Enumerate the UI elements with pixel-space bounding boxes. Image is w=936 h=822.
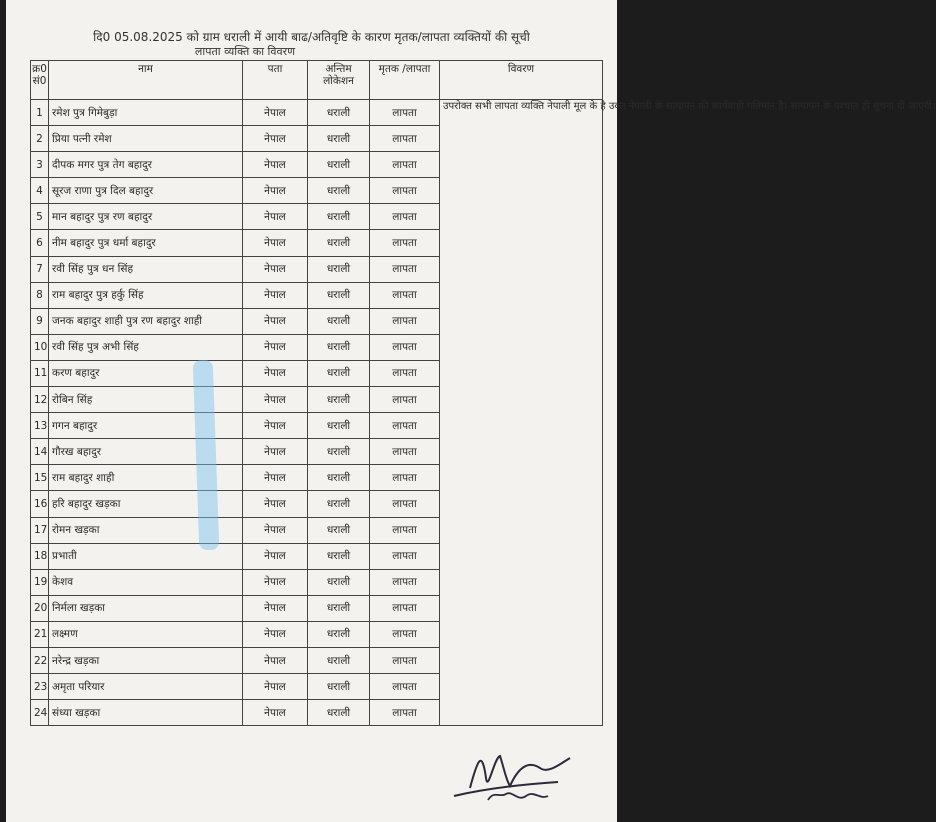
header-name: नाम	[49, 61, 243, 100]
status-cell: लापता	[370, 543, 440, 569]
location-cell: धराली	[308, 647, 370, 673]
serial-number: 3	[31, 152, 49, 178]
person-name: मान बहादुर पुत्र रण बहादुर	[49, 204, 243, 230]
person-name: राम बहादुर शाही	[49, 465, 243, 491]
status-cell: लापता	[370, 595, 440, 621]
person-name: प्रभाती	[49, 543, 243, 569]
location-cell: धराली	[308, 100, 370, 126]
person-name: करण बहादुर	[49, 360, 243, 386]
location-cell: धराली	[308, 517, 370, 543]
status-cell: लापता	[370, 308, 440, 334]
address-cell: नेपाल	[243, 178, 308, 204]
location-cell: धराली	[308, 126, 370, 152]
address-cell: नेपाल	[243, 334, 308, 360]
address-cell: नेपाल	[243, 439, 308, 465]
serial-number: 24	[31, 700, 49, 726]
serial-number: 15	[31, 465, 49, 491]
person-name: रोमन खड़का	[49, 517, 243, 543]
location-cell: धराली	[308, 543, 370, 569]
location-cell: धराली	[308, 700, 370, 726]
person-name: नीम बहादुर पुत्र धर्मा बहादुर	[49, 230, 243, 256]
signature-image	[448, 738, 578, 808]
serial-number: 1	[31, 100, 49, 126]
person-name: राम बहादुर पुत्र हर्कु सिंह	[49, 282, 243, 308]
serial-number: 16	[31, 491, 49, 517]
person-name: दीपक मगर पुत्र तेग बहादुर	[49, 152, 243, 178]
status-cell: लापता	[370, 647, 440, 673]
status-cell: लापता	[370, 230, 440, 256]
address-cell: नेपाल	[243, 413, 308, 439]
header-location: अन्तिम लोकेशन	[308, 61, 370, 100]
address-cell: नेपाल	[243, 152, 308, 178]
person-name: गौरख बहादुर	[49, 439, 243, 465]
status-cell: लापता	[370, 491, 440, 517]
missing-persons-table	[30, 60, 936, 726]
address-cell: नेपाल	[243, 360, 308, 386]
table-subtitle: लापता व्यक्ति का विवरण	[194, 45, 296, 58]
location-cell: धराली	[308, 204, 370, 230]
address-cell: नेपाल	[243, 126, 308, 152]
serial-number: 4	[31, 178, 49, 204]
person-name: अमृता परियार	[49, 674, 243, 700]
serial-number: 23	[31, 674, 49, 700]
serial-number: 12	[31, 387, 49, 413]
status-cell: लापता	[370, 674, 440, 700]
location-cell: धराली	[308, 674, 370, 700]
person-name: रमेश पुत्र गिमेबुड़ा	[49, 100, 243, 126]
address-cell: नेपाल	[243, 595, 308, 621]
person-name: सूरज राणा पुत्र दिल बहादुर	[49, 178, 243, 204]
serial-number: 21	[31, 621, 49, 647]
person-name: रवी सिंह पुत्र अभी सिंह	[49, 334, 243, 360]
status-cell: लापता	[370, 334, 440, 360]
serial-number: 14	[31, 439, 49, 465]
address-cell: नेपाल	[243, 674, 308, 700]
address-cell: नेपाल	[243, 100, 308, 126]
person-name: हरि बहादुर खड़का	[49, 491, 243, 517]
person-name: रवी सिंह पुत्र धन सिंह	[49, 256, 243, 282]
location-cell: धराली	[308, 569, 370, 595]
serial-number: 13	[31, 413, 49, 439]
status-cell: लापता	[370, 100, 440, 126]
status-cell: लापता	[370, 621, 440, 647]
serial-number: 11	[31, 360, 49, 386]
address-cell: नेपाल	[243, 308, 308, 334]
status-cell: लापता	[370, 413, 440, 439]
location-cell: धराली	[308, 413, 370, 439]
address-cell: नेपाल	[243, 621, 308, 647]
document-title: दि0 05.08.2025 को ग्राम धराली में आयी बाढ/अतिवृष्टि के कारण मृतक/लापता व्यक्तियों की सूची	[93, 30, 530, 44]
serial-number: 10	[31, 334, 49, 360]
address-cell: नेपाल	[243, 491, 308, 517]
table-header-row	[31, 61, 603, 100]
address-cell: नेपाल	[243, 465, 308, 491]
serial-number: 19	[31, 569, 49, 595]
status-cell: लापता	[370, 282, 440, 308]
location-cell: धराली	[308, 595, 370, 621]
person-name: लक्ष्मण	[49, 621, 243, 647]
status-cell: लापता	[370, 387, 440, 413]
person-name: निर्मला खड़का	[49, 595, 243, 621]
person-name: संध्या खड़का	[49, 700, 243, 726]
address-cell: नेपाल	[243, 387, 308, 413]
person-name: नरेन्द्र खड़का	[49, 647, 243, 673]
address-cell: नेपाल	[243, 204, 308, 230]
serial-number: 18	[31, 543, 49, 569]
status-cell: लापता	[370, 700, 440, 726]
serial-number: 8	[31, 282, 49, 308]
header-sr: क्र0 सं0	[31, 61, 49, 100]
status-cell: लापता	[370, 360, 440, 386]
location-cell: धराली	[308, 465, 370, 491]
status-cell: लापता	[370, 465, 440, 491]
header-address: पता	[243, 61, 308, 100]
serial-number: 2	[31, 126, 49, 152]
serial-number: 9	[31, 308, 49, 334]
person-name: केशव	[49, 569, 243, 595]
serial-number: 20	[31, 595, 49, 621]
location-cell: धराली	[308, 282, 370, 308]
status-cell: लापता	[370, 152, 440, 178]
address-cell: नेपाल	[243, 647, 308, 673]
location-cell: धराली	[308, 334, 370, 360]
serial-number: 7	[31, 256, 49, 282]
header-status: मृतक /लापता	[370, 61, 440, 100]
location-cell: धराली	[308, 360, 370, 386]
location-cell: धराली	[308, 152, 370, 178]
serial-number: 5	[31, 204, 49, 230]
address-cell: नेपाल	[243, 569, 308, 595]
location-cell: धराली	[308, 308, 370, 334]
table-row	[31, 100, 603, 126]
serial-number: 6	[31, 230, 49, 256]
location-cell: धराली	[308, 178, 370, 204]
person-name: प्रिया पत्नी रमेश	[49, 126, 243, 152]
address-cell: नेपाल	[243, 543, 308, 569]
person-name: जनक बहादुर शाही पुत्र रण बहादुर शाही	[49, 308, 243, 334]
location-cell: धराली	[308, 621, 370, 647]
location-cell: धराली	[308, 230, 370, 256]
address-cell: नेपाल	[243, 230, 308, 256]
status-cell: लापता	[370, 126, 440, 152]
location-cell: धराली	[308, 439, 370, 465]
status-cell: लापता	[370, 178, 440, 204]
status-cell: लापता	[370, 256, 440, 282]
person-name: गगन बहादुर	[49, 413, 243, 439]
status-cell: लापता	[370, 204, 440, 230]
status-cell: लापता	[370, 517, 440, 543]
location-cell: धराली	[308, 256, 370, 282]
address-cell: नेपाल	[243, 700, 308, 726]
status-cell: लापता	[370, 569, 440, 595]
location-cell: धराली	[308, 387, 370, 413]
details-note: उपरोक्त सभी लापता व्यक्ति नेपाली मूल के है उक्त नेपाली के सत्यापन की कार्यवाही गतिमान है। सत्यापन के पश्चात ही सूचना दी जाएगी।	[443, 101, 936, 112]
status-cell: लापता	[370, 439, 440, 465]
person-name: रोबिन सिंह	[49, 387, 243, 413]
serial-number: 22	[31, 647, 49, 673]
header-details: विवरण	[440, 61, 603, 100]
location-cell: धराली	[308, 491, 370, 517]
address-cell: नेपाल	[243, 517, 308, 543]
address-cell: नेपाल	[243, 282, 308, 308]
serial-number: 17	[31, 517, 49, 543]
address-cell: नेपाल	[243, 256, 308, 282]
